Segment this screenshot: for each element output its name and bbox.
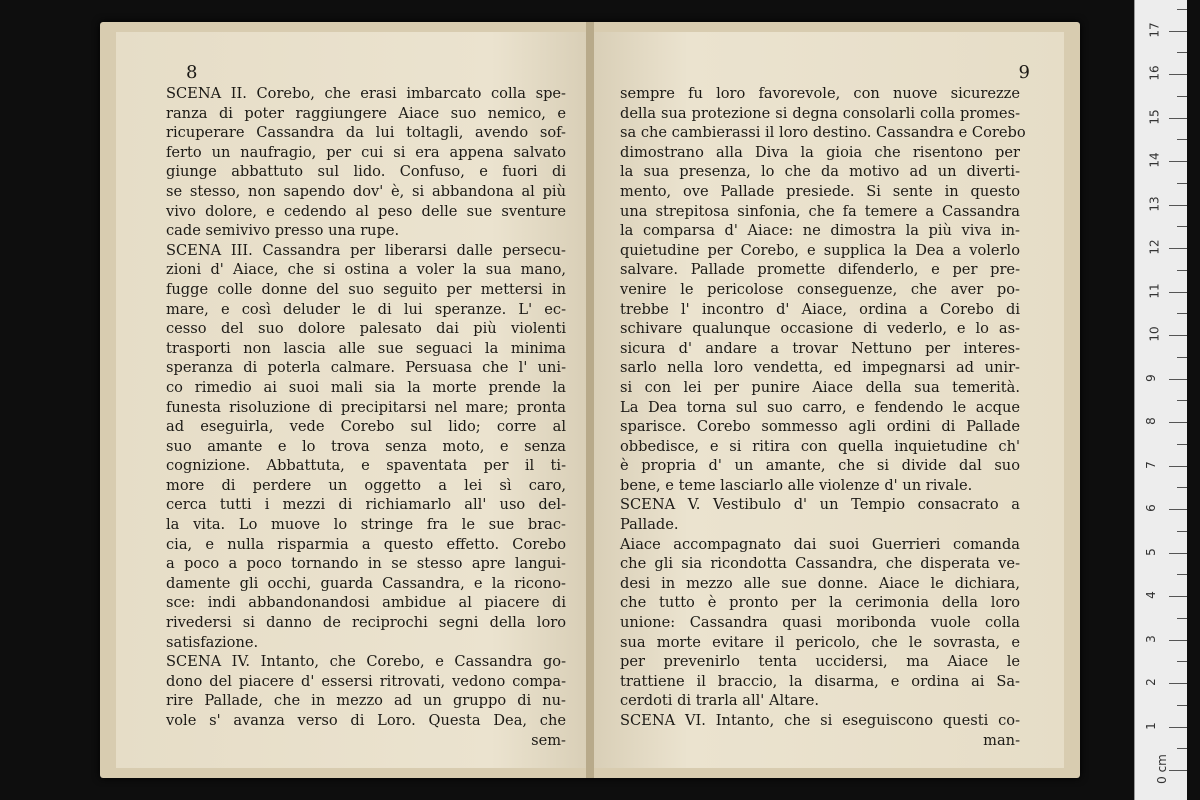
ruler-half-tick (1177, 9, 1187, 10)
text-line: per prevenirlo tenta uccidersi, ma Aiace le (620, 653, 1020, 671)
open-book (100, 22, 1080, 778)
text-line: Aiace accompagnato dai suoi Guerrieri comanda (620, 535, 1020, 553)
ruler-tick (1169, 118, 1187, 119)
text-line: SCENA V. Vestibulo d' un Tempio consacrato a (620, 496, 1020, 514)
ruler-label: 11 (1147, 282, 1162, 299)
ruler-label: 14 (1147, 152, 1162, 168)
ruler-label: 8 (1143, 417, 1158, 425)
text-line: che tutto è pronto per la cerimonia della loro (620, 594, 1020, 612)
ruler-label: 10 (1147, 326, 1162, 342)
ruler-tick (1169, 31, 1187, 32)
ruler-tick (1169, 640, 1187, 641)
ruler-label: 7 (1143, 460, 1158, 469)
text-line: Pallade. (620, 516, 679, 534)
text-line: cesso del suo dolore palesato dai più violenti (166, 320, 566, 338)
text-line: una strepitosa sinfonia, che fa temere a Cassandra (620, 202, 1020, 220)
ruler-tick (1169, 727, 1187, 728)
ruler-half-tick (1177, 52, 1187, 53)
ruler-label: 17 (1147, 21, 1162, 38)
text-line: bene, e teme lasciarlo alle violenze d' un rivale. (620, 476, 973, 494)
text-line: sa che cambierassi il loro destino. Cassandra e Corebo (620, 124, 1026, 142)
page-number-right: 9 (1018, 62, 1030, 83)
ruler-label: 6 (1143, 504, 1158, 512)
text-line: ferto un naufragio, per cui si era appena salvato (166, 143, 566, 161)
ruler-tick (1169, 770, 1187, 771)
text-line: la sua presenza, lo che da motivo ad un diverti- (620, 163, 1020, 181)
ruler-tick (1169, 161, 1187, 162)
ruler-half-tick (1177, 661, 1187, 662)
text-line: dimostrano alla Diva la gioia che risentono per (620, 143, 1020, 161)
ruler-half-tick (1177, 444, 1187, 445)
text-line: cerca tutti i mezzi di richiamarlo all' uso del- (166, 496, 566, 514)
ruler-tick (1169, 379, 1187, 380)
ruler-half-tick (1177, 574, 1187, 575)
ruler-tick (1169, 466, 1187, 467)
text-line: giunge abbattuto sul lido. Confuso, e fuori di (166, 163, 566, 181)
text-line: si con lei per punire Aiace della sua temerità. (620, 378, 1020, 396)
ruler-half-tick (1177, 487, 1187, 488)
text-line: sua morte evitare il pericolo, che le sovrasta, e (620, 633, 1020, 651)
ruler-label: 12 (1147, 239, 1162, 255)
text-line: salvare. Pallade promette difenderlo, e per pre- (620, 261, 1020, 279)
text-line: trasporti non lascia alle sue seguaci la minima (166, 339, 566, 357)
ruler-half-tick (1177, 313, 1187, 314)
text-line: vole s' avanza verso di Loro. Questa Dea, che (166, 712, 566, 729)
ruler-tick (1169, 683, 1187, 684)
text-line: la comparsa d' Aiace: ne dimostra la più viva in- (620, 222, 1020, 240)
ruler-label: 15 (1147, 108, 1162, 125)
ruler-label: 2 (1143, 678, 1158, 686)
ruler-label: 1 (1143, 721, 1158, 730)
text-line: mare, e così deluder le di lui speranze. L' ec- (166, 300, 566, 318)
text-line: SCENA VI. Intanto, che si eseguiscono questi co- (620, 712, 1020, 729)
text-line: desi in mezzo alle sue donne. Aiace le dichiara, (620, 574, 1020, 592)
left-page-text (166, 84, 566, 750)
text-line: sempre fu loro favorevole, con nuove sicurezze (620, 85, 1020, 102)
ruler-tick (1169, 74, 1187, 75)
text-line: venire le pericolose conseguenze, che aver po- (620, 280, 1020, 298)
ruler-half-tick (1177, 357, 1187, 358)
ruler-half-tick (1177, 705, 1187, 706)
text-line: la vita. Lo muove lo stringe fra le sue brac- (166, 516, 566, 534)
text-line: che gli sia ricondotta Cassandra, che disperata ve- (620, 555, 1020, 573)
text-line: sce: indi abbandonandosi ambidue al piacere di (166, 594, 566, 612)
text-line: quietudine per Corebo, e supplica la Dea a volerlo (620, 241, 1020, 259)
right-page-text (620, 84, 1026, 750)
text-line: cia, e nulla risparmia a questo effetto. Corebo (166, 535, 566, 553)
text-line: vivo dolore, e cedendo al peso delle sue sventure (166, 202, 566, 220)
text-line: mento, ove Pallade presiede. Si sente in questo (620, 182, 1020, 200)
ruler-label: 0 cm (1154, 754, 1169, 784)
text-line: man- (983, 731, 1020, 749)
text-line: sarlo nella loro vendetta, ed impegnarsi ad unir- (620, 359, 1020, 377)
text-line: sicura d' andare a trovar Nettuno per interes- (620, 339, 1020, 357)
text-line: ricuperare Cassandra da lui toltagli, avendo sof- (166, 124, 566, 142)
text-line: SCENA IV. Intanto, che Corebo, e Cassandra go- (166, 653, 566, 671)
text-line: a poco a poco tornando in se stesso apre langui- (166, 555, 566, 573)
text-line: schivare qualunque occasione di vederlo, e lo as- (620, 320, 1020, 338)
ruler-half-tick (1177, 748, 1187, 749)
ruler-half-tick (1177, 183, 1187, 184)
ruler-half-tick (1177, 531, 1187, 532)
ruler-tick (1169, 292, 1187, 293)
text-line: rire Pallade, che in mezzo ad un gruppo di nu- (166, 692, 566, 710)
ruler-half-tick (1177, 270, 1187, 271)
right-page (594, 32, 1064, 768)
text-line: speranza di poterla calmare. Persuasa che l' uni- (166, 359, 566, 377)
ruler-tick (1169, 422, 1187, 423)
text-line: SCENA II. Corebo, che erasi imbarcato colla spe- (166, 85, 566, 102)
measuring-ruler (1134, 0, 1187, 800)
text-line: ad eseguirla, vede Corebo sul lido; corre al (166, 418, 566, 436)
ruler-half-tick (1177, 226, 1187, 227)
ruler-label: 5 (1143, 547, 1158, 556)
text-line: unione: Cassandra quasi moribonda vuole colla (620, 614, 1020, 632)
text-line: obbedisce, e si ritira con quella inquietudine ch' (620, 437, 1020, 455)
ruler-label: 9 (1143, 373, 1158, 382)
ruler-half-tick (1177, 96, 1187, 97)
ruler-tick (1169, 248, 1187, 249)
text-line: damente gli occhi, guarda Cassandra, e la ricono- (166, 574, 566, 592)
text-line: SCENA III. Cassandra per liberarsi dalle persecu- (166, 241, 566, 259)
ruler-tick (1169, 596, 1187, 597)
text-line: cognizione. Abbattuta, e spaventata per il ti- (166, 457, 566, 475)
text-line: della sua protezione si degna consolarli colla promes- (620, 104, 1020, 122)
ruler-label: 4 (1143, 591, 1158, 599)
text-line: cerdoti di trarla all' Altare. (620, 692, 819, 710)
text-line: se stesso, non sapendo dov' è, si abbandona al più (166, 182, 566, 200)
text-line: fugge colle donne del suo seguito per mettersi in (166, 280, 566, 298)
text-line: dono del piacere d' essersi ritrovati, vedono compa- (166, 672, 566, 690)
text-line: La Dea torna sul suo carro, e fendendo le acque (620, 398, 1020, 416)
text-line: funesta risoluzione di precipitarsi nel mare; pronta (166, 398, 566, 416)
ruler-label: 3 (1143, 634, 1158, 643)
left-page (116, 32, 586, 768)
text-line: ranza di poter raggiungere Aiace suo nemico, e (166, 104, 566, 122)
text-line: sparisce. Corebo sommesso agli ordini di Pallade (620, 418, 1020, 436)
ruler-tick (1169, 509, 1187, 510)
ruler-tick (1169, 205, 1187, 206)
text-line: trattiene il braccio, la disarma, e ordina ai Sa- (620, 672, 1020, 690)
ruler-tick (1169, 335, 1187, 336)
page-number-left: 8 (186, 62, 198, 83)
text-line: è propria d' un amante, che si divide dal suo (620, 457, 1020, 475)
text-line: zioni d' Aiace, che si ostina a voler la sua mano, (166, 261, 566, 279)
ruler-label: 13 (1147, 195, 1162, 212)
ruler-half-tick (1177, 618, 1187, 619)
ruler-half-tick (1177, 400, 1187, 401)
ruler-label: 16 (1147, 65, 1162, 81)
text-line: suo amante e lo trova senza moto, e senza (166, 437, 566, 455)
text-line: more di perdere un oggetto a lei sì caro, (166, 476, 566, 494)
book-gutter (586, 22, 594, 778)
ruler-tick (1169, 553, 1187, 554)
text-line: satisfazione. (166, 633, 259, 651)
text-line: rivedersi si danno de reciprochi segni della loro (166, 614, 566, 632)
ruler-half-tick (1177, 139, 1187, 140)
text-line: cade semivivo presso una rupe. (166, 222, 400, 240)
text-line: sem- (531, 731, 566, 749)
text-line: co rimedio ai suoi mali sia la morte prende la (166, 378, 566, 396)
text-line: trebbe l' incontro d' Aiace, ordina a Corebo di (620, 300, 1020, 318)
